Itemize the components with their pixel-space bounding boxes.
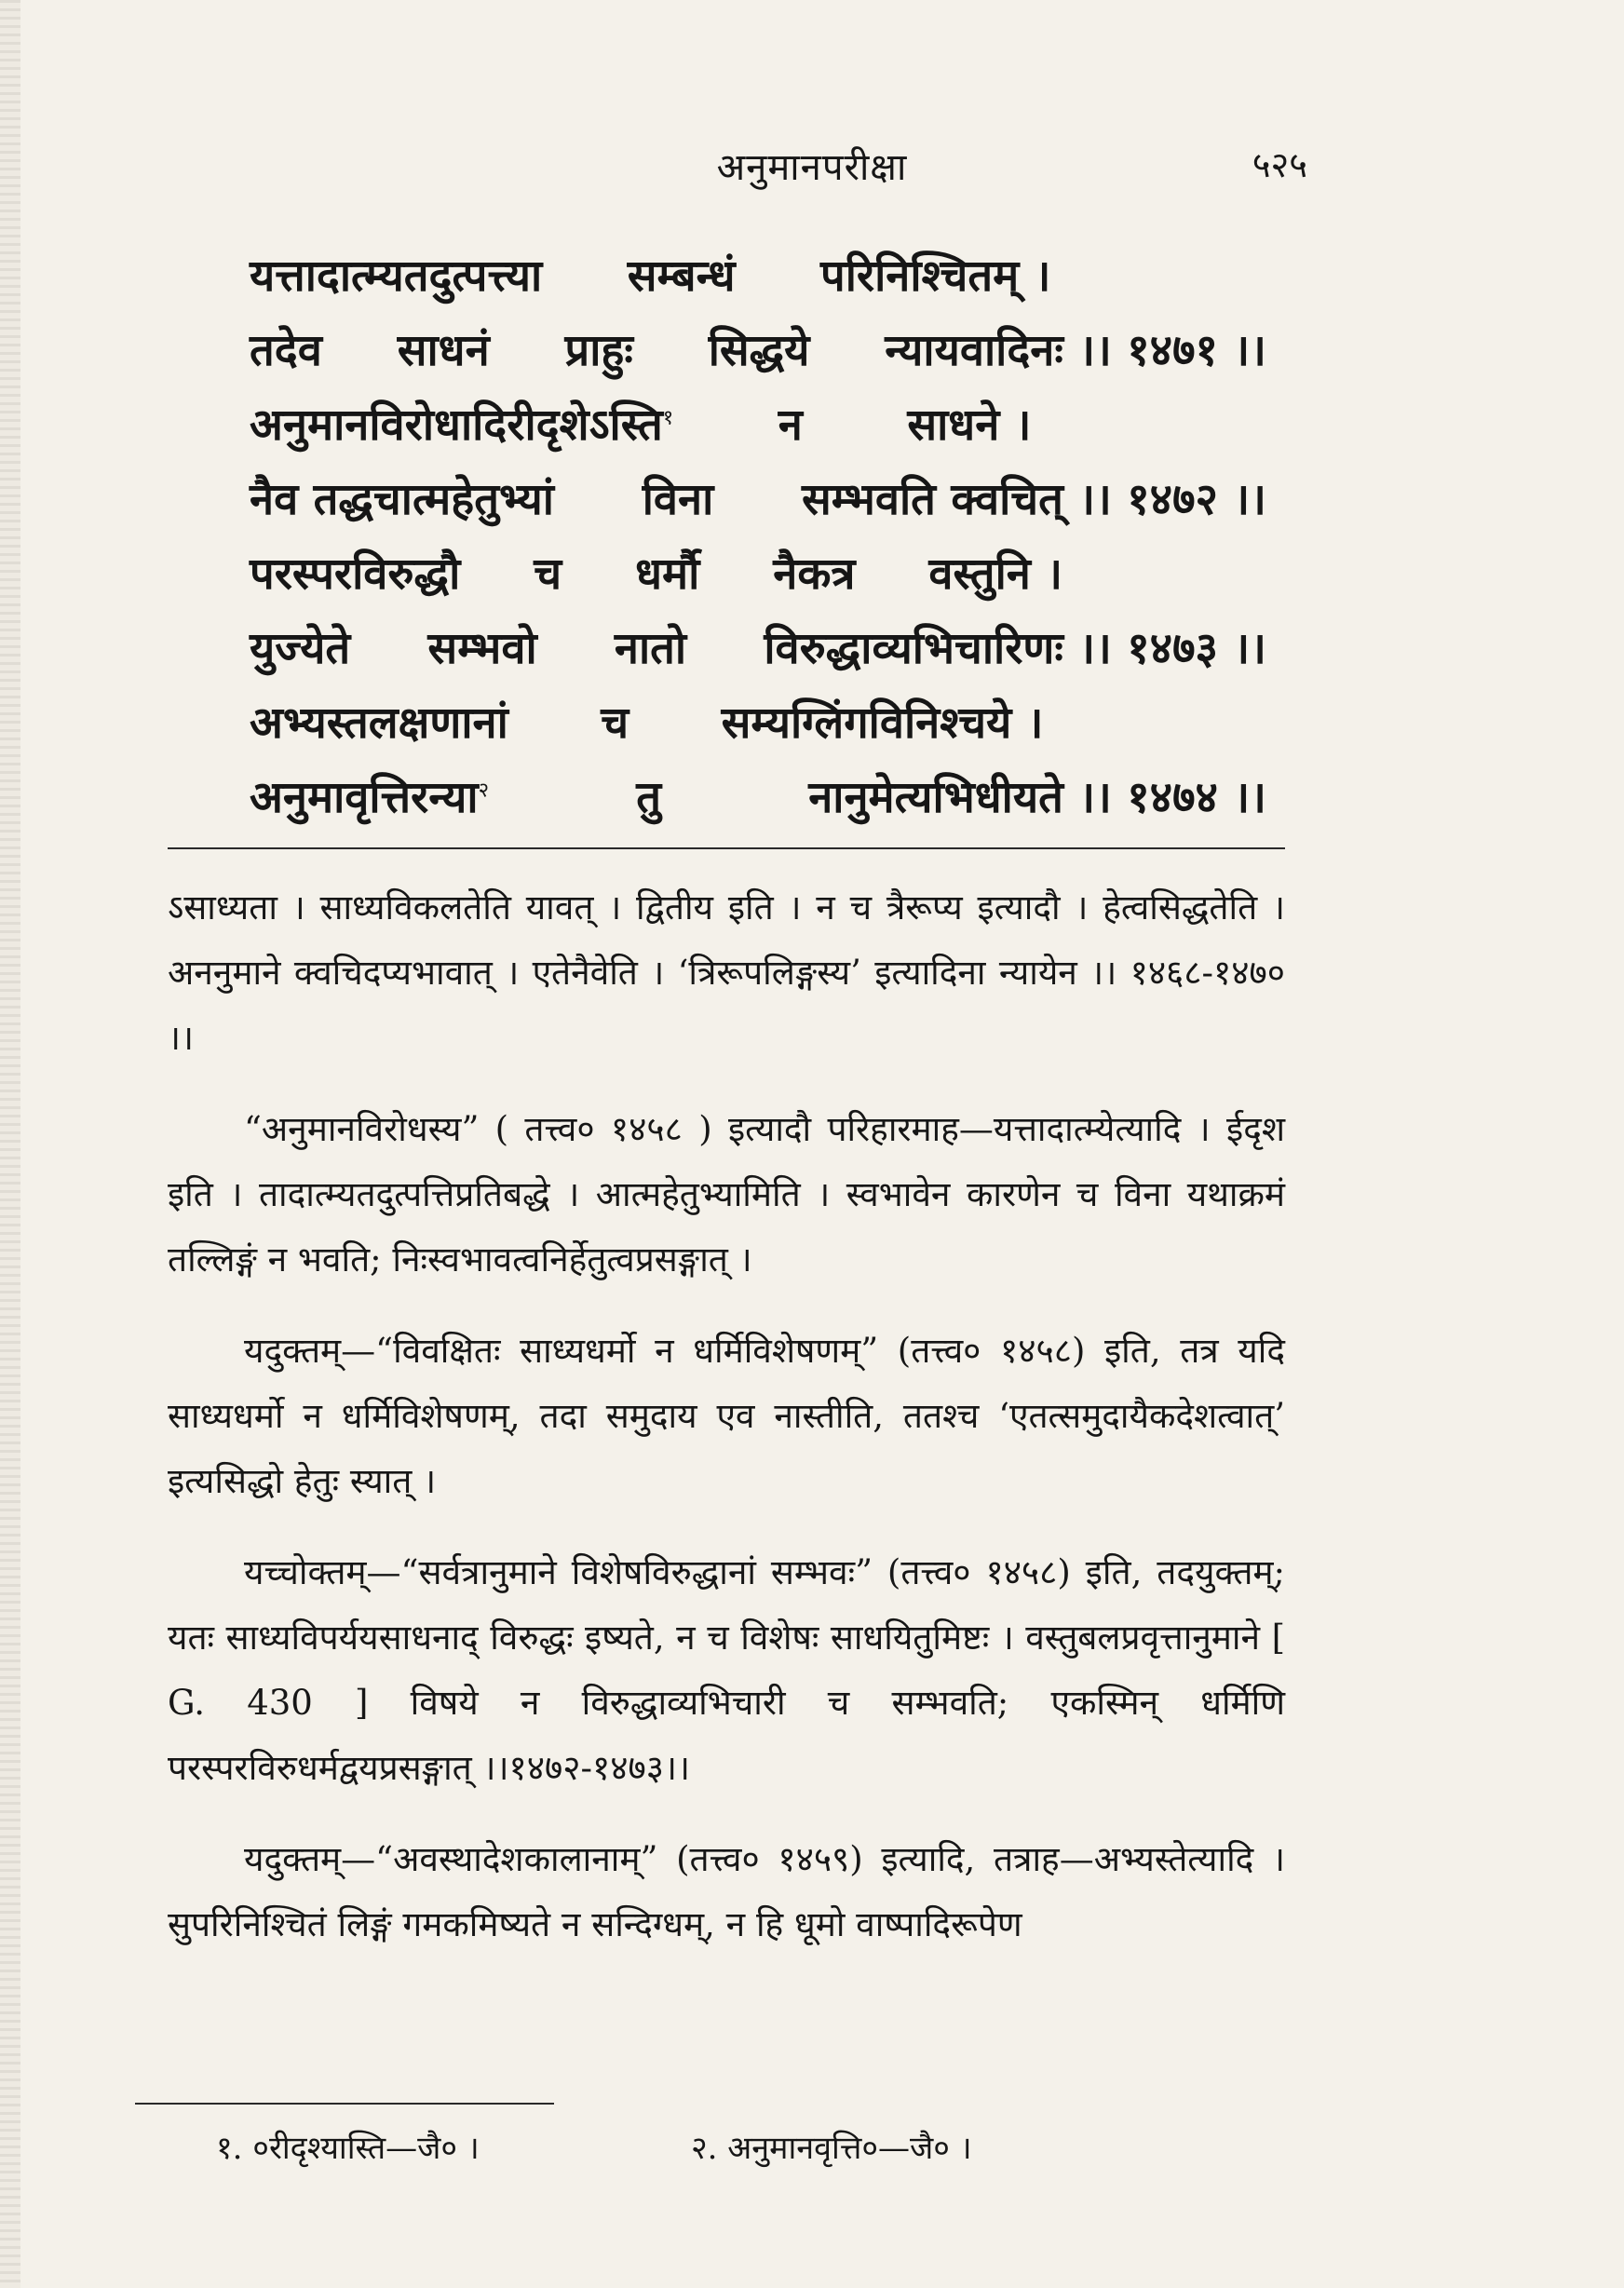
footnote: २. अनुमानवृत्ति०—जै० । (691, 2130, 972, 2167)
verse-word: अनुमावृत्तिरन्या$^२$ (250, 772, 490, 823)
footnotes (216, 2125, 1147, 2168)
verse-word: साधने । (907, 399, 1032, 451)
verse-word: नैव तद्धचात्महेतुभ्यां (250, 474, 554, 525)
commentary-paragraph: “अनुमानविरोधस्य” ( तत्त्व० १४५८ ) इत्यादौ परिहारमाह—यत्तादात्म्येत्यादि । ईदृश इति । तादात्म्यतदुत्पत्तिप्रतिबद्धे । आत्महेतुभ्यामिति । स्वभावेन कारणेन च विना यथाक्रमं तल्लिङ्गं न भवति; निःस्वभावत्वनिर्हेतुत्वप्रसङ्गात् । (168, 1109, 1285, 1279)
verse-word: परिनिश्चितम् । (820, 250, 1051, 302)
verse-word: युज्येते (250, 623, 351, 674)
verse-word: सम्भवति क्वचित् ।। १४७२ ।। (801, 474, 1266, 525)
verse-line (250, 318, 1266, 393)
verse-word: अनुमानविरोधादिरीदृशेऽस्ति$^१$ (250, 399, 674, 451)
verse-line (250, 616, 1266, 691)
verse-line (250, 542, 1266, 616)
verse-word: अभ्यस्तलक्षणानां (250, 697, 508, 749)
verse-word: न्यायवादिनः ।। १४७१ ।। (885, 325, 1266, 376)
verse-word: सम्भवो (427, 623, 537, 674)
verse-word: प्राहुः (564, 325, 633, 376)
verse-word: सिद्धये (708, 325, 810, 376)
commentary-paragraph: यदुक्तम्—“अवस्थादेशकालानाम्” (तत्त्व० १४५९) इत्यादि, तत्राह—अभ्यस्तेत्यादि । सुपरिनिश्चितं लिङ्गं गमकमिष्यते न सन्दिग्धम्, न हि धूमो वाष्पादिरूपेण (168, 1839, 1285, 1944)
footnote-marker: २ (478, 778, 490, 803)
verse-word: यत्तादात्म्यतदुत्पत्त्या (250, 250, 543, 302)
verse-line (250, 393, 1266, 467)
verse-word: तदेव (250, 325, 322, 376)
footnote: १. ०रीदृश्यास्ति—जै० । (216, 2130, 480, 2167)
running-title: अनुमानपरीक्षा (716, 146, 908, 189)
verse-block (250, 244, 1266, 840)
verse-line (250, 765, 1266, 840)
verse-line (250, 244, 1266, 318)
verse-word: सम्बन्धं (627, 250, 736, 302)
verse-line (250, 467, 1266, 542)
verse-word: विरुद्धाव्यभिचारिणः ।। १४७३ ।। (764, 623, 1266, 674)
commentary-paragraph: यच्चोक्तम्—“सर्वत्रानुमाने विशेषविरुद्धानां सम्भवः” (तत्त्व० १४५८) इति, तदयुक्तम्; यतः साध्यविपर्ययसाधनाद् विरुद्धः इष्यते, न च विशेषः साधयितुमिष्टः । वस्तुबलप्रवृत्तानुमाने [ G. 430 ] विषये न विरुद्धाव्यभिचारी च सम्भवति; एकस्मिन् धर्मिणि परस्परविरुधर्मद्वयप्रसङ्गात् ।।१४७२-१४७३।। (168, 1552, 1285, 1788)
verse-word: परस्परविरुद्धौ (250, 548, 461, 600)
commentary-paragraph: ऽसाध्यता । साध्यविकलतेति यावत् । द्वितीय इति । न च त्रैरूप्य इत्यादौ । हेत्वसिद्धतेति । अननुमाने क्वचिदप्यभावात् । एतेनैवेति । ‘त्रिरूपलिङ्गस्य’ इत्यादिना न्यायेन ।। १४६८-१४७० ।। (168, 887, 1285, 1058)
verse-word: न (778, 399, 803, 451)
verse-word: नानुमेत्यभिधीयते ।। १४७४ ।। (808, 772, 1266, 823)
commentary-block (168, 875, 1285, 1983)
footnote-marker: १ (662, 406, 674, 430)
section-divider (168, 847, 1285, 849)
verse-word: विना (642, 474, 714, 525)
verse-word: साधनं (397, 325, 490, 376)
page-number: ५२५ (1252, 144, 1307, 185)
scanned-page-edge (0, 0, 20, 2288)
verse-word: धर्मौ (635, 548, 700, 600)
footnote-divider (135, 2103, 554, 2105)
verse-line (250, 691, 1266, 765)
verse-word: वस्तुनि । (928, 548, 1063, 600)
verse-word: नैकत्र (773, 548, 856, 600)
verse-word: तु (636, 772, 662, 823)
verse-word: च (534, 548, 562, 600)
verse-word: सम्यग्लिंगविनिश्चये । (721, 697, 1044, 749)
commentary-paragraph: यदुक्तम्—“विवक्षितः साध्यधर्मो न धर्मिविशेषणम्” (तत्त्व० १४५८) इति, तत्र यदि साध्यधर्मो न धर्मिविशेषणम्, तदा समुदाय एव नास्तीति, ततश्च ‘एतत्समुदायैकदेशत्वात्’ इत्यसिद्धो हेतुः स्यात् । (168, 1331, 1285, 1501)
verse-word: च (601, 697, 629, 749)
verse-word: नातो (614, 623, 687, 674)
